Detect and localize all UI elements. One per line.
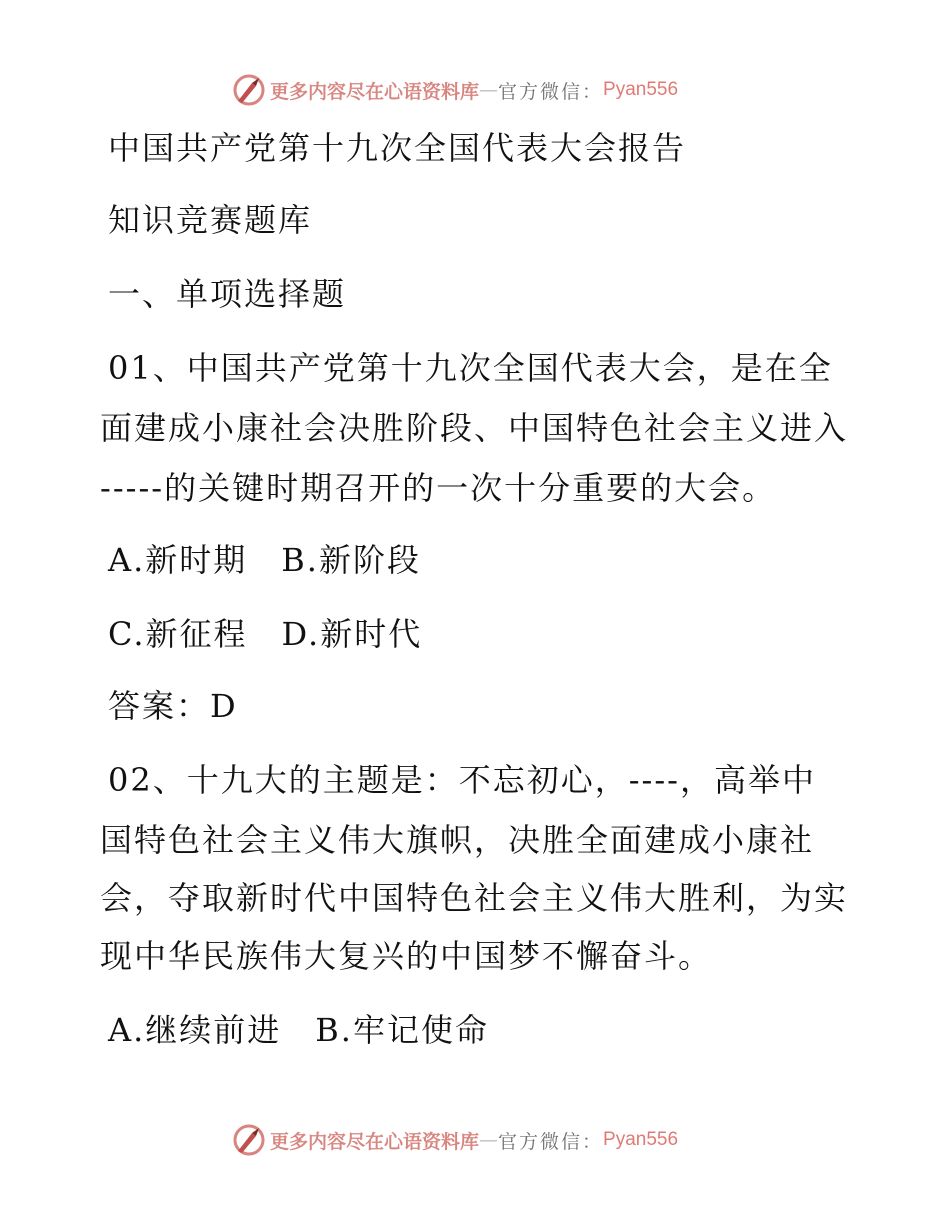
question-2-line-1: 02、十九大的主题是：不忘初心，----，高举中 bbox=[108, 761, 816, 799]
question-1-line-3: -----的关键时期召开的一次十分重要的大会。 bbox=[100, 469, 777, 507]
question-2-line-3: 会，夺取新时代中国特色社会主义伟大胜利，为实 bbox=[100, 879, 849, 917]
question-1-answer: 答案：D bbox=[108, 687, 238, 725]
banner-wechat-id: Pyan556 bbox=[603, 79, 679, 100]
question-2-line-4: 现中华民族伟大复兴的中国梦不懈奋斗。 bbox=[100, 937, 713, 975]
question-1-line-1: 01、中国共产党第十九次全国代表大会，是在全 bbox=[108, 349, 833, 387]
banner-text: 更多内容尽在心语资料库 bbox=[270, 80, 480, 103]
banner-separator: — bbox=[479, 1129, 499, 1151]
question-1-line-2: 面建成小康社会决胜阶段、中国特色社会主义进入 bbox=[100, 409, 849, 447]
banner-wechat-label: 官方微信： bbox=[498, 1130, 604, 1153]
footer-banner bbox=[232, 1120, 712, 1160]
document-subtitle: 知识竞赛题库 bbox=[108, 201, 313, 239]
question-1-options-ab: A.新时期 B.新阶段 bbox=[108, 541, 421, 579]
question-1-options-cd: C.新征程 D.新时代 bbox=[108, 615, 423, 653]
question-2-line-2: 国特色社会主义伟大旗帜，决胜全面建成小康社 bbox=[100, 821, 815, 859]
banner-wechat-label: 官方微信： bbox=[498, 80, 604, 103]
section-heading: 一、单项选择题 bbox=[108, 275, 347, 313]
question-2-options-ab: A.继续前进 B.牢记使命 bbox=[108, 1011, 489, 1049]
banner-wechat-id: Pyan556 bbox=[603, 1129, 679, 1150]
document-title: 中国共产党第十九次全国代表大会报告 bbox=[108, 129, 687, 167]
pen-circle-logo-icon bbox=[232, 1123, 266, 1157]
banner-separator: — bbox=[479, 79, 499, 101]
banner-text: 更多内容尽在心语资料库 bbox=[270, 1130, 480, 1153]
